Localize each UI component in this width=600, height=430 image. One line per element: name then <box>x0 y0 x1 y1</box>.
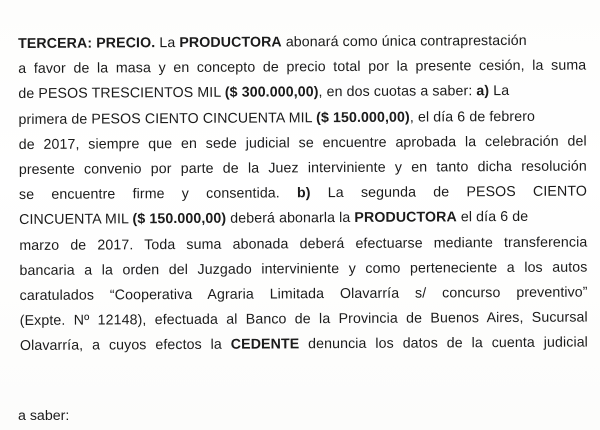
text-line <box>20 306 588 335</box>
text-line <box>18 79 586 108</box>
bold-text-run: a) <box>476 83 490 100</box>
bold-text-run: TERCERA: PRECIO. <box>18 35 156 52</box>
text-run: caratulados “Cooperativa Agraria Limitada Olavarría s/ concurso preventivo” <box>19 284 588 304</box>
contract-clause-tercera <box>18 29 588 360</box>
text-run: de PESOS TRESCIENTOS MIL <box>18 85 225 103</box>
text-run: abonará como única contraprestación <box>281 32 527 51</box>
text-line <box>18 104 586 133</box>
text-run: Olavarría, a cuyos efectos la <box>19 336 231 355</box>
text-line <box>20 331 588 360</box>
text-line <box>18 54 586 83</box>
bold-text-run: ($ 150.000,00) <box>316 109 410 126</box>
text-line <box>19 255 587 284</box>
text-line <box>19 205 587 234</box>
text-run: se encuentre firme y consentida. <box>18 185 298 204</box>
text-run: La <box>489 83 510 100</box>
text-line <box>20 280 588 309</box>
text-line <box>19 230 587 259</box>
text-run: primera de PESOS CIENTO CINCUENTA MIL <box>18 109 317 128</box>
text-run: (Expte. Nº 12148), efectuada al Banco de la Provincia de Buenos Aires, Sucursal <box>19 309 588 330</box>
text-run: , en dos cuotas a saber: <box>318 83 477 101</box>
bold-text-run: CEDENTE <box>230 336 300 353</box>
text-run: La segunda de PESOS CIENTO <box>310 183 588 202</box>
text-line <box>19 154 587 183</box>
bold-text-run: b) <box>296 185 311 202</box>
text-run: bancaria a la orden del Juzgado interviniente y como perteneciente a los autos <box>19 259 588 279</box>
bold-text-run: PRODUCTORA <box>354 209 457 227</box>
text-run: presente convenio por parte de la Juez interviniente y en tanto dicha resolución <box>18 158 587 178</box>
bold-text-run: ($ 150.000,00) <box>132 211 227 228</box>
text-run: , el día 6 de febrero <box>409 108 536 126</box>
cut-off-text: a saber: <box>18 408 70 424</box>
text-run: de 2017, siempre que en sede judicial se encuentre aprobada la celebración del <box>18 133 587 153</box>
text-run: denuncia los datos de la cuenta judicial <box>299 334 588 353</box>
bold-text-run: ($ 300.000,00) <box>224 84 319 102</box>
cut-off-line <box>18 404 138 430</box>
text-run: marzo de 2017. Toda suma abonada deberá efectuarse mediante transferencia <box>19 234 588 254</box>
bold-text-run: PRODUCTORA <box>179 34 282 52</box>
text-run: CINCUENTA MIL <box>19 211 133 229</box>
text-line <box>19 180 587 209</box>
text-run: La <box>155 35 180 52</box>
text-line <box>19 129 587 158</box>
text-run: a favor de la masa y en concepto de precio total por la presente cesión, la suma <box>18 57 587 78</box>
text-run: el día 6 de <box>456 209 529 226</box>
text-line <box>18 29 586 58</box>
text-run: deberá abonarla la <box>226 210 355 228</box>
